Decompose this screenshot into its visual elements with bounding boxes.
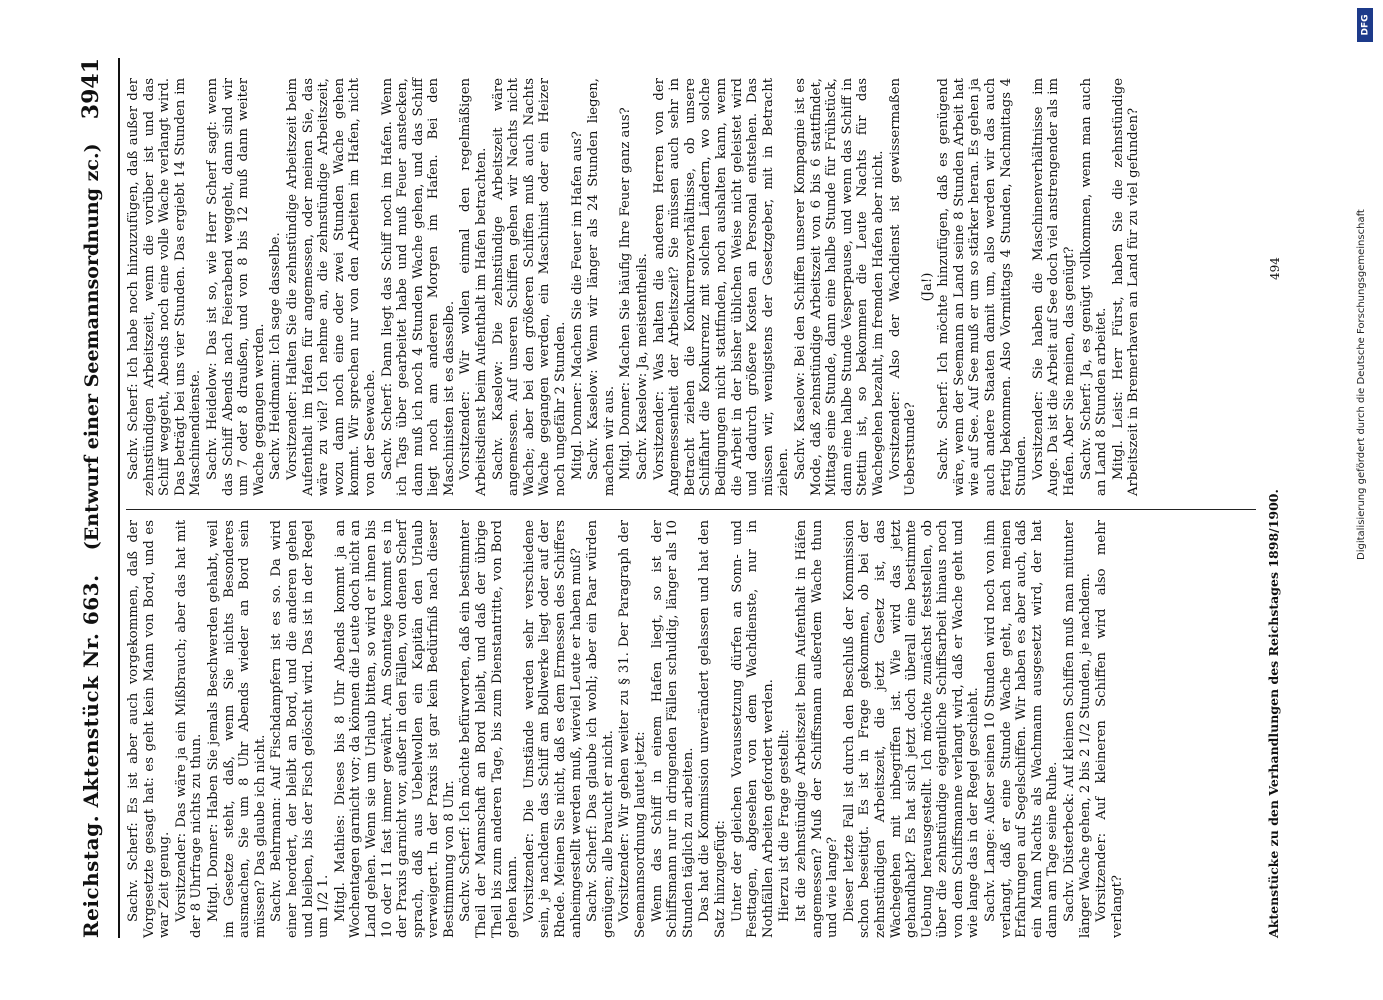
paragraph: Sachv. Kaselow: Bei den Schiffen unserer Kompagnie ist es Mode, daß zehnstündige Arbeitszeit von 6 bis 6 stattfindet, Mittags eine Stunde, dann eine halbe Stunde für Frühstück, dann eine halbe Stunde Vesperpause, und wenn das Schiff in Stettin ist, so bekommen die Leute Nachts für das Wachegehen bezahlt, im fremden Hafen aber nicht. — [792, 78, 886, 496]
column-divider — [126, 509, 1256, 510]
digitization-note: Digitalisierung gefördert durch die Deutsche Forschungsgemeinschaft — [1356, 209, 1367, 560]
paragraph: Vorsitzender: Sie haben die Maschinenverhältnisse im Auge. Da ist die Arbeit auf See doch viel anstrengender als im Hafen. Aber Sie meinen, das genügt? — [1030, 78, 1078, 496]
paragraph: Mitgl. Donner: Machen Sie häufig Ihre Feuer ganz aus? — [618, 107, 634, 480]
paragraph: Sachv. Scherf: Ich möchte hinzufügen, daß es genügend wäre, wenn der Seemann an Land seine 8 Stunden Arbeit hat wie auf See. Auf See muß er um so stärker heran. Es gehen ja auch andere Staaten damit um, also werden wir das auch fertig bekommen. Also Vormittags 4 Stunden, Nachmittags 4 Stunden. — [936, 78, 1030, 496]
header-subtitle: (Entwurf einer Seemannsordnung zc.) — [81, 143, 103, 551]
paragraph: Sachv. Kaselow: Die zehnstündige Arbeitszeit wäre angemessen. Auf unseren Schiffen gehen wir Nachts nicht Wache; aber bei den größeren Schiffen muß auch Nachts Wache gegangen werden, ein Maschinist oder ein Heizer noch ungefähr 2 Stunden. — [490, 78, 569, 496]
paragraph: Vorsitzender: Wir wollen einmal den regelmäßigen Arbeitsdienst beim Aufenthalt im Hafen betrachten. — [458, 78, 490, 496]
paragraph: Vorsitzender: Halten Sie die zehnstündige Arbeitszeit beim Aufenthalt im Hafen für angemessen, oder meinen Sie, das wäre zu viel? Ich nehme an, die zehnstündige Arbeitszeit, wozu dann noch eine oder zwei Stunden Wache gehen kommt. Wir sprechen nur von den Arbeiten im Hafen, nicht von der Seewache. — [284, 78, 378, 496]
header-title: Reichstag. Aktenstück Nr. 663. — [79, 574, 103, 938]
paragraph: Sachv. Scherf: Das glaube ich wohl; aber ein Paar würden genügen; alle braucht er nicht. — [585, 520, 616, 938]
paragraph: Vorsitzender: Die Umstände werden sehr verschiedene sein, je nachdem das Schiff am Bollwerke liegt oder auf der Rhede. Meinen Sie nicht, daß es dem Ermessen des Schiffers anheimgestellt werden muß, wieviel Leute er haben muß? — [521, 520, 584, 938]
page-header — [78, 58, 116, 938]
paragraph: Vorsitzender: Also der Wachdienst ist gewissermaßen Ueberstunde? — [887, 78, 919, 496]
paragraph: Das hat die Kommission unverändert gelassen und hat den Satz hinzugefügt: — [697, 520, 728, 938]
paragraph: Vorsitzender: Was halten die anderen Herren von der Angemessenheit der Arbeitszeit? Sie müssen auch sehr in Betracht ziehen die Konkurrenzverhältnisse, ob unsere Schiffahrt die Konkurrenz mit solchen Ländern, wo solche Bedingungen nicht stattfinden, noch aushalten kann, wenn die Arbeit in der bisher üblichen Weise nicht geleistet wird und dadurch größere Kosten an Personal entstehen. Das müssen wir, wenigstens der Gesetzgeber, mit in Betracht ziehen. — [651, 78, 792, 496]
paragraph: Sachv. Scherf: Dann liegt das Schiff noch im Hafen. Wenn ich Tags über gearbeitet habe und muß Feuer anstecken, dann muß ich noch 4 Stunden Wache gehen, und das Schiff liegt noch am anderen Morgen im Hafen. Bei den Maschinisten ist es dasselbe. — [379, 78, 457, 496]
paragraph: Unter der gleichen Voraussetzung dürfen an Sonn- und Festtagen, abgesehen von dem Wachdienste, nur in Nothfällen Arbeiten gefordert werden. — [729, 520, 776, 938]
paragraph: Sachv. Scherf: Ja, es genügt vollkommen, wenn man auch an Land 8 Stunden arbeitet. — [1078, 78, 1110, 496]
paragraph: Sachv. Kaselow: Ja, meistentheils. — [635, 253, 650, 480]
paragraph: Mitgl. Donner: Haben Sie jemals Beschwerden gehabt, weil im Gesetze steht, daß, wenn Sie nichts Besonderes ausmachen, Sie um 8 Uhr Abends wieder an Bord sein müssen? Das glaube ich nicht. — [205, 520, 268, 938]
paragraph: Mitgl. Leist: Herr Fürst, haben Sie die zehnstündige Arbeitszeit in Bremerhaven an Land für zu viel gefunden? — [1110, 78, 1142, 496]
paragraph: Ist die zehnstündige Arbeitszeit beim Aufenthalt in Häfen angemessen? Muß der Schiffsmann außerdem Wache thun und wie lange? — [793, 520, 841, 938]
paragraph: Mitgl. Donner: Machen Sie die Feuer im Hafen aus? — [569, 131, 585, 480]
paragraph: Wenn das Schiff in einem Hafen liegt, so ist der Schiffsmann nur in dringenden Fällen schuldig, länger als 10 Stunden täglich zu arbeiten. — [649, 520, 696, 938]
paragraph: Vorsitzender: Wir gehen weiter zu § 31. Der Paragraph der Seemannsordnung lautet jetzt: — [617, 520, 648, 938]
paragraph: Vorsitzender: Auf kleineren Schiffen wird also mehr verlangt? — [1094, 520, 1125, 938]
footer-source: Aktenstücke zu den Verhandlungen des Reichstages 1898/1900. — [1266, 489, 1281, 938]
paragraph: Sachv. Heidelow: Das ist so, wie Herr Scherf sagt: wenn das Schiff Abends nach Feierabend weggeht, dann sind wir um 7 oder 8 draußen, und von 8 bis 12 muß dann weiter Wache gegangen werden. — [204, 78, 267, 496]
paragraph: (Ja!) — [919, 272, 935, 302]
paragraph: Sachv. Behrmann: Auf Fischdampfern ist es so. Da wird einer heordert, der bleibt an Bord, und die anderen gehen und bleiben, bis der Fisch gelöscht wird. Das ist in der Regel um 1/2 1. — [269, 520, 332, 938]
page-number: 3941 — [78, 58, 104, 120]
paragraph: Sachv. Scherf: Ich habe noch hinzuzufügen, daß außer der zehnstündigen Arbeitszeit, wenn die vorüber ist und das Schiff weggeht, Abends noch eine volle Wache verlangt wird. Das beträgt bei uns vier Stunden. Das ergiebt 14 Stunden im Maschinendienste. — [126, 78, 204, 496]
header-rule — [118, 58, 120, 938]
paragraph: Sachv. Kaselow: Wenn wir länger als 24 Stunden liegen, machen wir aus. — [586, 78, 617, 496]
footer-page-number: 494 — [1268, 257, 1282, 280]
left-text-column — [126, 520, 1126, 938]
dfg-logo: DFG — [1357, 8, 1373, 42]
paragraph: Sachv. Scherf: Ich möchte befürworten, daß ein bestimmter Theil der Mannschaft an Bord bleibt, und daß der übrige Theil bis zum anderen Tage, bis zum Dienstantritte, von Bord gehen kann. — [458, 520, 521, 938]
paragraph: Dieser letzte Fall ist durch den Beschluß der Kommission schon beseitigt. Es ist in Frage gekommen, ob bei der zehnstündigen Arbeitszeit, die jetzt Gesetz ist, das Wachegehen mit inbegriffen ist. Wie wird das jetzt gehandhabt? Es hat sich jetzt doch überall eine bestimmte Uebung herausgestellt. Ich möchte zunächst feststellen, ob über die zehnstündige eigentliche Schiffsarbeit hinaus noch von dem Schiffsmanne verlangt wird, daß er Wache geht und wie lange das in der Regel geschieht. — [841, 520, 982, 938]
paragraph: Vorsitzender: Das wäre ja ein Mißbrauch; aber das hat mit der 8 Uhrfrage nichts zu thun. — [173, 520, 205, 938]
paragraph: Sachv. Scherf: Es ist aber auch vorgekommen, daß der Vorgesetzte gesagt hat: es geht kein Mann von Bord, und es war Zeit genug. — [126, 520, 173, 938]
paragraph: Sachv. Lange: Außer seinen 10 Stunden wird noch von ihm verlangt, daß er eine Stunde Wache geht, nach meinen Erfahrungen auf Segelschiffen. Wir haben es aber auch, daß ein Mann Nachts als Wachmann ausgesetzt wird, der hat dann am Tage seine Ruhe. — [983, 520, 1061, 938]
paragraph: Mitgl. Mathies: Dieses bis 8 Uhr Abends kommt ja an Wochentagen garnicht vor; da können die Leute doch nicht an Land gehen. Wenn sie um Urlaub bitten, so wird er ihnen bis 10 oder 11 fast immer gewährt. Am Sonntage kommt es in der Praxis garnicht vor, außer in den Fällen, von denen Scherf sprach, daß aus Uebelwollen ein Kapitän den Urlaub verweigert. In der Praxis ist gar kein Bedürfniß nach dieser Bestimmung von 8 Uhr. — [332, 520, 457, 938]
right-text-column — [126, 78, 1143, 496]
paragraph: Hierzu ist die Frage gestellt: — [777, 729, 793, 922]
paragraph: Sachv. Düsterbeck: Auf kleinen Schiffen muß man mitunter länger Wache gehen, 2 bis 2 1/2 Stunden, je nachdem. — [1062, 520, 1093, 938]
paragraph: Sachv. Heidmann: Ich sage dasselbe. — [268, 232, 284, 480]
